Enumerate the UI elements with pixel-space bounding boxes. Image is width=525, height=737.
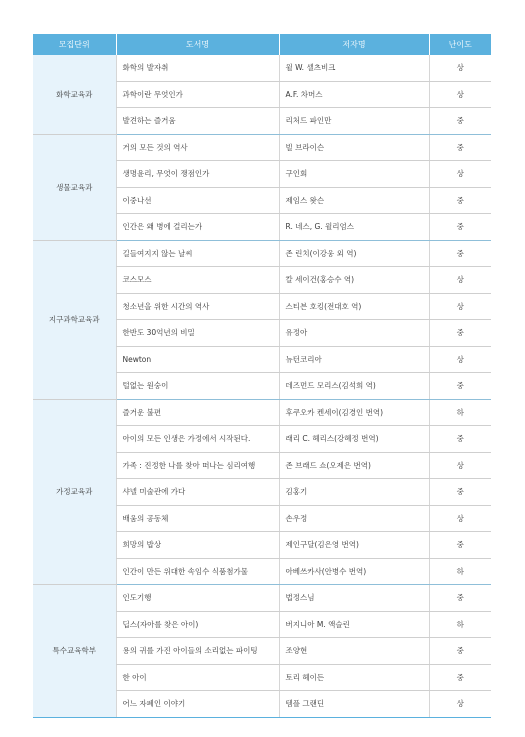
author-cell: R. 네스, G. 윌리엄스 (279, 214, 429, 241)
title-cell: 인간은 왜 병에 걸리는가 (116, 214, 279, 241)
header-author: 저자명 (279, 34, 429, 55)
level-cell: 상 (429, 55, 491, 81)
author-cell: 리처드 파인만 (279, 108, 429, 135)
author-cell: 제인구달(김은영 번역) (279, 532, 429, 559)
author-cell: 빌 브라이슨 (279, 134, 429, 161)
title-cell: 즐거운 불편 (116, 399, 279, 426)
author-cell: 뉴턴코리아 (279, 346, 429, 373)
level-cell: 중 (429, 187, 491, 214)
title-cell: 어느 자폐인 이야기 (116, 691, 279, 718)
level-cell: 중 (429, 134, 491, 161)
level-cell: 중 (429, 373, 491, 400)
level-cell: 중 (429, 479, 491, 506)
header-dept: 모집단위 (33, 34, 116, 55)
level-cell: 중 (429, 638, 491, 665)
author-cell: 아베쓰카사(안병수 번역) (279, 558, 429, 585)
title-cell: 희망의 밥상 (116, 532, 279, 559)
level-cell: 중 (429, 585, 491, 612)
level-cell: 하 (429, 558, 491, 585)
title-cell: 가족 : 진정한 나를 찾아 떠나는 심리여행 (116, 452, 279, 479)
title-cell: 용의 귀를 가진 아이들의 소리없는 파이팅 (116, 638, 279, 665)
level-cell: 상 (429, 267, 491, 294)
level-cell: 중 (429, 320, 491, 347)
header-title: 도서명 (116, 34, 279, 55)
author-cell: 존 브래드 쇼(오제은 번역) (279, 452, 429, 479)
title-cell: 코스모스 (116, 267, 279, 294)
author-cell: 칼 세이건(홍승수 역) (279, 267, 429, 294)
author-cell: A.F. 차머스 (279, 81, 429, 108)
table-row (33, 240, 491, 267)
table-row (33, 55, 491, 81)
title-cell: 털없는 원숭이 (116, 373, 279, 400)
table-bottom-rule (33, 717, 491, 718)
dept-cell: 생물교육과 (33, 134, 116, 240)
dept-cell: 지구과학교육과 (33, 240, 116, 399)
title-cell: 과학이란 무엇인가 (116, 81, 279, 108)
author-cell: 존 린치(이강웅 외 역) (279, 240, 429, 267)
author-cell: 템플 그랜딘 (279, 691, 429, 718)
author-cell: 데즈먼드 모리스(김석희 역) (279, 373, 429, 400)
level-cell: 상 (429, 81, 491, 108)
reading-list-table (33, 34, 491, 718)
level-cell: 중 (429, 664, 491, 691)
title-cell: 한반도 30억년의 비밀 (116, 320, 279, 347)
title-cell: 길들여지지 않는 날씨 (116, 240, 279, 267)
table-row (33, 585, 491, 612)
dept-cell: 화학교육과 (33, 55, 116, 134)
title-cell: 샤넬 미술관에 가다 (116, 479, 279, 506)
title-cell: Newton (116, 346, 279, 373)
reading-list-table-container (33, 34, 491, 718)
author-cell: 법정스님 (279, 585, 429, 612)
author-cell: 손우정 (279, 505, 429, 532)
level-cell: 하 (429, 399, 491, 426)
level-cell: 중 (429, 426, 491, 453)
author-cell: 버지니아 M. 액슬린 (279, 611, 429, 638)
title-cell: 인간이 만든 위대한 속임수 식품첨가물 (116, 558, 279, 585)
table-body (33, 55, 491, 717)
level-cell: 중 (429, 108, 491, 135)
title-cell: 청소년을 위한 시간의 역사 (116, 293, 279, 320)
level-cell: 중 (429, 240, 491, 267)
author-cell: 토리 헤이든 (279, 664, 429, 691)
title-cell: 이중나선 (116, 187, 279, 214)
level-cell: 상 (429, 346, 491, 373)
author-cell: 제임스 왓슨 (279, 187, 429, 214)
dept-cell: 가정교육과 (33, 399, 116, 585)
title-cell: 아이의 모든 인생은 가정에서 시작된다. (116, 426, 279, 453)
level-cell: 하 (429, 611, 491, 638)
level-cell: 상 (429, 293, 491, 320)
title-cell: 배움의 공동체 (116, 505, 279, 532)
author-cell: 래리 C. 헤리스(강혜정 번역) (279, 426, 429, 453)
title-cell: 거의 모든 것의 역사 (116, 134, 279, 161)
title-cell: 한 아이 (116, 664, 279, 691)
level-cell: 중 (429, 214, 491, 241)
dept-cell: 특수교육학부 (33, 585, 116, 718)
level-cell: 상 (429, 691, 491, 718)
table-header-row (33, 34, 491, 55)
author-cell: 조양현 (279, 638, 429, 665)
author-cell: 김홍기 (279, 479, 429, 506)
title-cell: 딥스(자아를 찾은 아이) (116, 611, 279, 638)
level-cell: 상 (429, 452, 491, 479)
title-cell: 생명윤리, 무엇이 쟁점인가 (116, 161, 279, 188)
table-row (33, 134, 491, 161)
level-cell: 중 (429, 532, 491, 559)
title-cell: 인도기행 (116, 585, 279, 612)
level-cell: 상 (429, 161, 491, 188)
author-cell: 후쿠오카 켄세이(김경인 번역) (279, 399, 429, 426)
author-cell: 스티븐 호킹(전대호 역) (279, 293, 429, 320)
level-cell: 상 (429, 505, 491, 532)
author-cell: 구인회 (279, 161, 429, 188)
title-cell: 발견하는 즐거움 (116, 108, 279, 135)
title-cell: 화학의 발자취 (116, 55, 279, 81)
table-row (33, 399, 491, 426)
author-cell: 유정아 (279, 320, 429, 347)
author-cell: 윌 W. 셀츠비크 (279, 55, 429, 81)
header-level: 난이도 (429, 34, 491, 55)
